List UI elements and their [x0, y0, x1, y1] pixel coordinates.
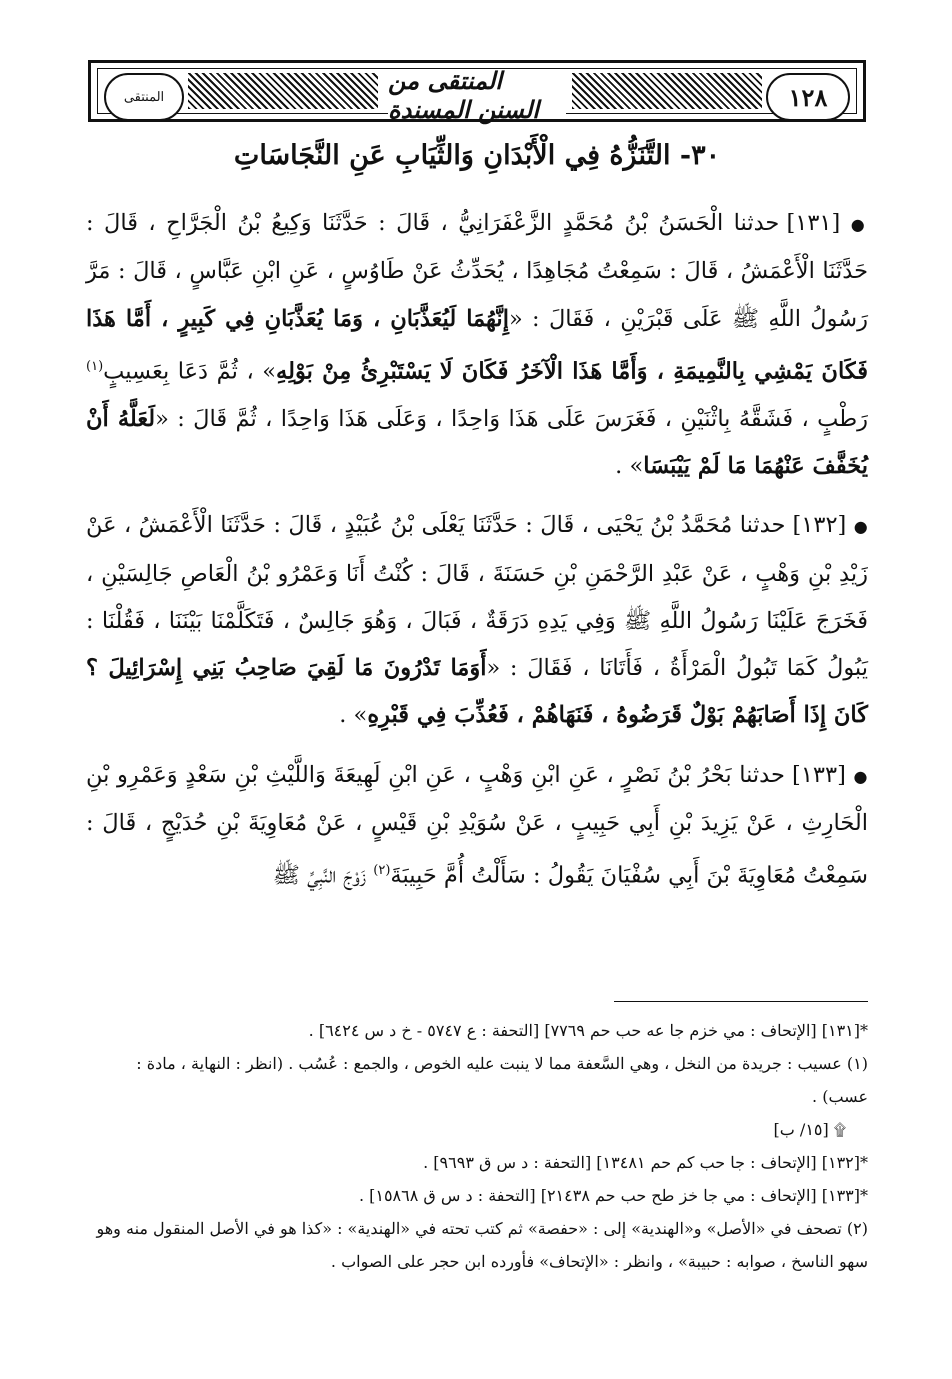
hadith-131 — [86, 200, 868, 490]
header-ornament-left — [188, 73, 378, 109]
footnote-item: *[١٣١] [الإتحاف : مي خزم جا عه حب حم ٧٧٦٩] [التحفة : ع ٥٧٤٧ - خ د س ٦٤٢٤] . — [308, 1021, 868, 1040]
hadith-132 — [86, 502, 868, 739]
chapter-heading: ٣٠- التَّنَزُّهُ فِي الْأَبْدَانِ وَالثِّيَابِ عَنِ النَّجَاسَاتِ — [233, 140, 721, 171]
hadith-text: [١٣٣] حدثنا بَحْرُ بْنُ نَصْرٍ ، عَنِ ابْنِ وَهْبٍ ، عَنِ ابْنِ لَهِيعَةَ وَاللَّيْثِ بْنِ سَعْدٍ وَعَمْرِو بْنِ الْحَارِثِ ، عَنْ يَزِيدَ بْنِ أَبِي حَبِيبٍ ، عَنْ سُوَيْدِ بْنِ قَيْسٍ ، عَنْ مُعَاوِيَةَ بْنِ حُدَيْجٍ ، قَالَ : سَمِعْتُ مُعَاوِيَةَ بْنَ أَبِي سُفْيَانَ يَقُولُ : سَأَلْتُ أُمَّ حَبِيبَةَ — [86, 761, 868, 889]
hadith-text: [١٣٢] حدثنا مُحَمَّدُ بْنُ يَحْيَى ، قَالَ : حَدَّثَنَا يَعْلَى بْنُ عُبَيْدٍ ، قَالَ : حَدَّثَنَا الْأَعْمَشُ ، عَنْ زَيْدِ بْنِ وَهْبٍ ، عَنْ عَبْدِ الرَّحْمَنِ بْنِ حَسَنَةَ ، قَالَ : كُنْتُ أَنَا وَعَمْرُو بْنُ الْعَاصِ جَالِسَيْنِ ، فَخَرَجَ عَلَيْنَا رَسُولُ اللَّهِ ﷺ وَفِي يَدِهِ دَرَقَةٌ ، فَبَالَ ، وَهُوَ جَالِسٌ ، فَتَكَلَّمْنَا بَيْنَنَا ، فَقُلْنَا : يَبُولُ كَمَا تَبُولُ الْمَرْأَةُ ، فَأَتَانَا ، فَقَالَ : « — [86, 512, 868, 682]
hadith-133 — [86, 752, 868, 900]
book-title: المنتقى من السنن المسندة — [388, 73, 566, 117]
hadith-text: » . — [339, 702, 368, 729]
header-inner-border — [97, 66, 857, 124]
footnote-divider — [614, 1001, 868, 1002]
footnote-item: *[١٣٢] [الإتحاف : جا حب كم حم ١٣٤٨١] [التحفة : د س ق ٩٦٩٣] . — [423, 1153, 868, 1172]
hadith-text: » . — [615, 452, 644, 479]
hadith-text: رَطْبٍ ، فَشَقَّهُ بِاثْنَيْنِ ، فَغَرَسَ عَلَى هَذَا وَاحِدًا ، وَعَلَى هَذَا وَاحِدًا ، ثُمَّ قَالَ : « — [155, 405, 868, 432]
main-text — [86, 200, 868, 912]
footnote-item: ۩ [١٥/ ب] — [773, 1120, 846, 1139]
hadith-quote: أَوَمَا تَدْرُونَ مَا لَقِيَ صَاحِبُ بَنِي إِسْرَائِيلَ ؟ كَانَ إِذَا أَصَابَهُمْ بَوْلٌ قَرَضُوهُ ، فَنَهَاهُمْ ، فَعُذِّبَ فِي قَبْرِهِ — [86, 655, 868, 729]
hadith-text: » ، ثُمَّ دَعَا بِعَسِيبٍ — [103, 358, 277, 385]
footnote-item: (٢) تصحف في «الأصل» و«الهندية» إلى : «حفصة» ثم كتب تحته في «الهندية» : «كذا هو في الأصل المنقول منه وهو سهو الناسخ ، صوابه : حبيبة» ، وانظر : «الإتحاف» فأورده ابن حجر على الصواب . — [96, 1219, 868, 1271]
page-header — [88, 60, 866, 122]
emblem-text: المنتقى — [123, 89, 165, 105]
footnote-item: (١) عسيب : جريدة من النخل ، وهي السَّعفة مما لا ينبت عليه الخوص ، والجمع : عُسُب . (انظر : النهاية ، مادة : عسب) . — [136, 1054, 868, 1106]
footnote-ref: (١) — [86, 358, 104, 374]
hadith-text: [١٣١] حدثنا الْحَسَنُ بْنُ مُحَمَّدٍ الزَّعْفَرَانِيُّ ، قَالَ : حَدَّثَنَا وَكِيعُ بْنُ الْجَرَّاحِ ، قَالَ : حَدَّثَنَا الْأَعْمَشُ ، قَالَ : سَمِعْتُ مُجَاهِدًا ، يُحَدِّثُ عَنْ طَاوُسٍ ، عَنِ ابْنِ عَبَّاسٍ ، قَالَ : مَرَّ رَسُولُ اللَّهِ ﷺ عَلَى قَبْرَيْنِ ، فَقَالَ : « — [86, 210, 868, 332]
page-number: ١٢٨ — [766, 73, 850, 121]
hadith-text: زَوْجَ النَّبِيِّ ﷺ — [272, 862, 374, 889]
footnote-item: *[١٣٣] [الإتحاف : مي جا خز طح حب حم ٢١٤٣٨] [التحفة : د س ق ١٥٨٦٨] . — [358, 1186, 868, 1205]
bullet-icon: ● — [850, 215, 868, 234]
hadith-quote: إِنَّهُمَا لَيُعَذَّبَانِ ، وَمَا يُعَذَّبَانِ فِي كَبِيرٍ ، أَمَّا هَذَا فَكَانَ يَمْشِي بِالنَّمِيمَةِ ، وَأَمَّا هَذَا الْآخَرُ فَكَانَ لَا يَسْتَبْرِئُ مِنْ بَوْلِهِ — [86, 305, 868, 385]
bullet-icon: ● — [853, 517, 868, 537]
footnote-ref: (٢) — [373, 863, 391, 879]
bullet-icon: ● — [853, 766, 869, 786]
publisher-emblem — [104, 73, 184, 121]
header-ornament-right — [572, 73, 762, 109]
hadith-quote: لَعَلَّهُ أَنْ يُخَفَّفَ عَنْهُمَا مَا لَمْ يَيْبَسَا — [86, 405, 868, 479]
footnotes — [86, 1014, 868, 1278]
